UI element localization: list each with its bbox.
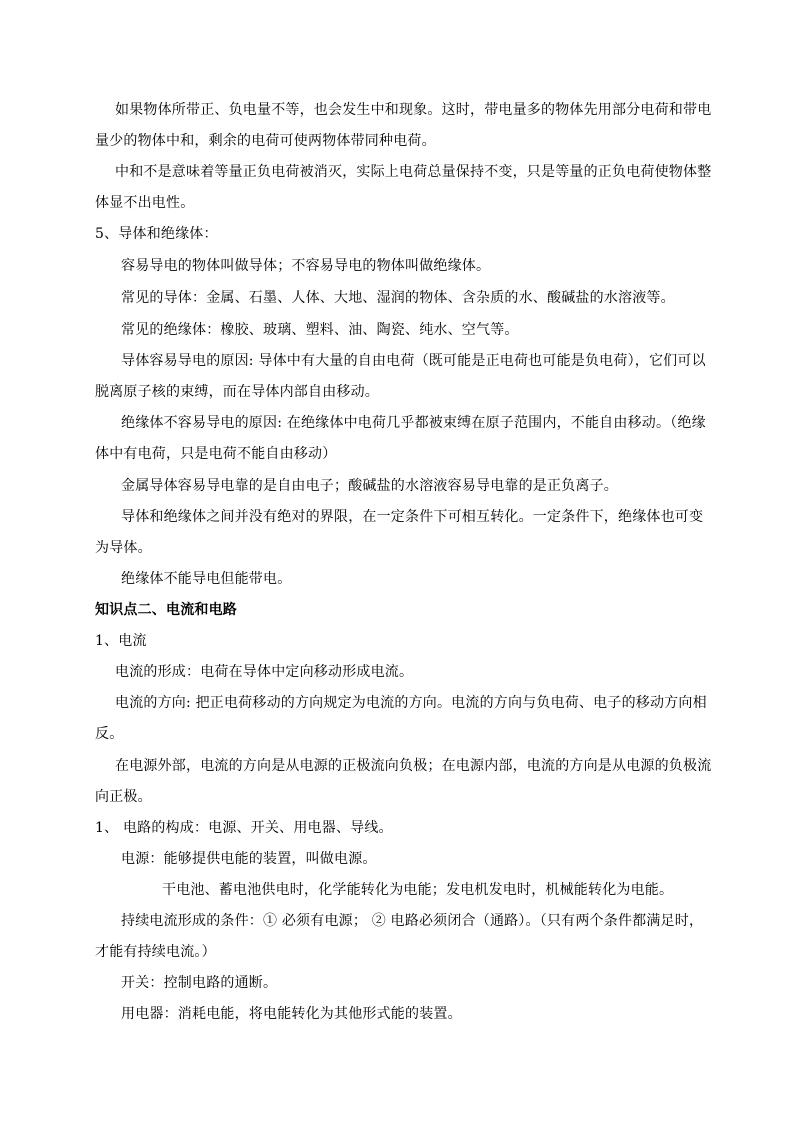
paragraph-line: 持续电流形成的条件：① 必须有电源； ② 电路必须闭合（通路）。（只有两个条件都满足时，: [121, 913, 704, 929]
paragraph-line: 电流的形成：电荷在导体中定向移动形成电流。: [115, 664, 414, 680]
section-heading: 1、电流: [95, 633, 147, 649]
paragraph-line: 量少的物体中和，剩余的电荷可使两物体带同种电荷。: [95, 133, 436, 149]
paragraph-line: 用电器：消耗电能，将电能转化为其他形式能的装置。: [121, 1006, 462, 1022]
paragraph-line: 常见的绝缘体：橡胶、玻璃、塑料、油、陶瓷、纯水、空气等。: [121, 322, 519, 338]
paragraph-line: 电源：能够提供电能的装置，叫做电源。: [121, 851, 377, 867]
section-heading: 5、导体和绝缘体：: [95, 226, 218, 242]
paragraph-line: 金属导体容易导电靠的是自由电子；酸碱盐的水溶液容易导电靠的是正负离子。: [121, 478, 618, 494]
paragraph-line: 电流的方向: 把正电荷移动的方向规定为电流的方向。电流的方向与负电荷、电子的移动方向相: [115, 695, 707, 711]
paragraph-line: 绝缘体不容易导电的原因: 在绝缘体中电荷几乎都被束缚在原子范围内，不能自由移动。（绝缘: [121, 415, 706, 431]
paragraph-line: 在电源外部，电流的方向是从电源的正极流向负极；在电源内部，电流的方向是从电源的负极流: [115, 758, 712, 774]
paragraph-line: 体中有电荷，只是电荷不能自由移动）: [95, 446, 337, 462]
paragraph-line: 干电池、蓄电池供电时，化学能转化为电能；发电机发电时，机械能转化为电能。: [162, 882, 674, 898]
paragraph-line: 开关：控制电路的通断。: [121, 975, 278, 991]
paragraph-line: 容易导电的物体叫做导体；不容易导电的物体叫做绝缘体。: [121, 258, 491, 274]
paragraph-line: 常见的导体：金属、石墨、人体、大地、湿润的物体、含杂质的水、酸碱盐的水溶液等。: [121, 290, 675, 306]
paragraph-line: 体显不出电性。: [95, 195, 195, 211]
paragraph-line: 导体容易导电的原因: 导体中有大量的自由电荷（既可能是正电荷也可能是负电荷），它们可以: [121, 353, 706, 369]
paragraph-line: 导体和绝缘体之间并没有绝对的界限，在一定条件下可相互转化。一定条件下，绝缘体也可变: [121, 509, 704, 525]
section-title: 知识点二、电流和电路: [95, 602, 237, 618]
paragraph-line: 为导体。: [95, 540, 152, 556]
paragraph-line: 反。: [95, 726, 124, 742]
paragraph-line: 如果物体所带正、负电量不等，也会发生中和现象。这时，带电量多的物体先用部分电荷和带电: [115, 102, 712, 118]
paragraph-line: 绝缘体不能导电但能带电。: [121, 571, 292, 587]
paragraph-line: 才能有持续电流。）: [95, 944, 216, 960]
paragraph-line: 脱离原子核的束缚，而在导体内部自由移动。: [95, 384, 379, 400]
paragraph-line: 中和不是意味着等量正负电荷被消灭，实际上电荷总量保持不变，只是等量的正负电荷使物体整: [115, 164, 712, 180]
section-heading: 1、 电路的构成：电源、开关、用电器、导线。: [95, 820, 393, 836]
paragraph-line: 向正极。: [95, 789, 152, 805]
